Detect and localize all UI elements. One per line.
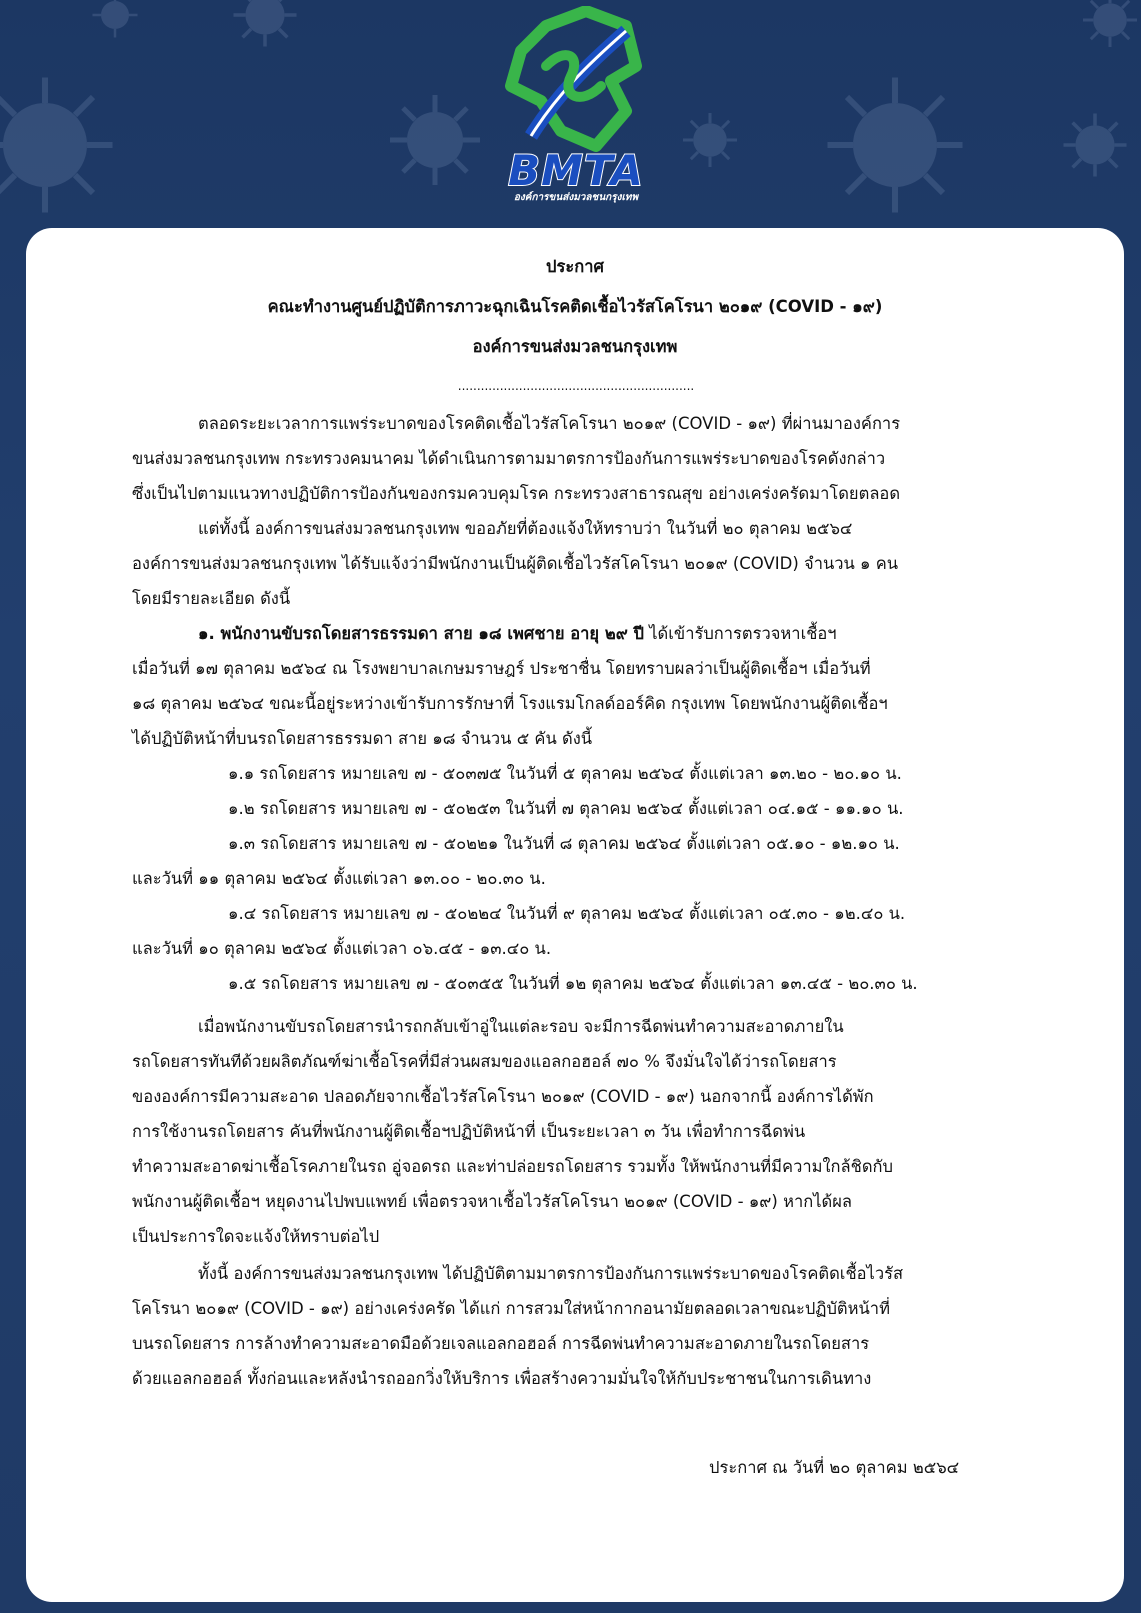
para3-line: ทำความสะอาดฆ่าเชื้อโรคภายในรถ อู่จอดรถ และท่าปล่อยรถโดยสาร รวมทั้ง ให้พนักงานที่มีความใกล้ชิดกับ [132, 1157, 894, 1176]
title-committee: คณะทำงานศูนย์ปฏิบัติการภาวะฉุกเฉินโรคติดเชื้อไวรัสโคโรนา ๒๐๑๙ (COVID - ๑๙) [267, 297, 883, 316]
virus-icon [1060, 110, 1130, 180]
virus-icon [820, 70, 970, 220]
item1-heading [198, 618, 837, 650]
bus-item: ๑.๕ รถโดยสาร หมายเลข ๗ - ๕๐๓๕๕ ในวันที่ ๑๒ ตุลาคม ๒๕๖๔ ตั้งแต่เวลา ๑๓.๔๕ - ๒๐.๓๐ น. [228, 974, 918, 993]
item1-line: ๑๘ ตุลาคม ๒๕๖๔ ขณะนี้อยู่ระหว่างเข้ารับการรักษาที่ โรงแรมโกลด์ออร์คิด กรุงเทพ โดยพนักงานผู้ติดเชื้อฯ [132, 694, 888, 713]
item1-line: เมื่อวันที่ ๑๗ ตุลาคม ๒๕๖๔ ณ โรงพยาบาลเกษมราษฎร์ ประชาชื่น โดยทราบผลว่าเป็นผู้ติดเชื้อฯ เมื่อวันที่ [132, 659, 871, 678]
para4-line: โคโรนา ๒๐๑๙ (COVID - ๑๙) อย่างเคร่งครัด ได้แก่ การสวมใส่หน้ากากอนามัยตลอดเวลาขณะปฏิบัติหน้าที่ [132, 1299, 890, 1318]
item1-line: ได้ปฏิบัติหน้าที่บนรถโดยสารธรรมดา สาย ๑๘ จำนวน ๕ คัน ดังนี้ [132, 729, 593, 748]
item1-bold: ๑. พนักงานขับรถโดยสารธรรมดา สาย ๑๘ เพศชาย อายุ ๒๙ ปี [198, 624, 645, 643]
title-announcement: ประกาศ [546, 257, 604, 276]
para1-line: ตลอดระยะเวลาการแพร่ระบาดของโรคติดเชื้อไวรัสโคโรนา ๒๐๑๙ (COVID - ๑๙) ที่ผ่านมาองค์การ [198, 414, 901, 433]
item1-rest: ได้เข้ารับการตรวจหาเชื้อฯ [644, 624, 837, 643]
para3-line: เป็นประการใดจะแจ้งให้ทราบต่อไป [132, 1227, 380, 1246]
virus-icon [0, 70, 120, 220]
signature-date: ประกาศ ณ วันที่ ๒๐ ตุลาคม ๒๕๖๔ [709, 1458, 960, 1477]
virus-icon [680, 110, 740, 170]
para1-line: ซึ่งเป็นไปตามแนวทางปฏิบัติการป้องกันของกรมควบคุมโรค กระทรวงสาธารณสุข อย่างเคร่งครัดมาโดยตลอด [132, 484, 901, 503]
bus-item: ๑.๒ รถโดยสาร หมายเลข ๗ - ๕๐๒๕๓ ในวันที่ ๗ ตุลาคม ๒๕๖๔ ตั้งแต่เวลา ๐๔.๑๕ - ๑๑.๑๐ น. [228, 799, 904, 818]
logo-subtitle: องค์การขนส่งมวลชนกรุงเทพ [513, 192, 639, 203]
announcement-card [26, 228, 1124, 1602]
title-organization: องค์การขนส่งมวลชนกรุงเทพ [472, 337, 678, 356]
bmta-logo [486, 6, 666, 206]
logo-text: BMTA [508, 146, 644, 195]
virus-icon [385, 90, 485, 190]
header-banner [0, 0, 1141, 228]
para3-line: รถโดยสารทันทีด้วยผลิตภัณฑ์ฆ่าเชื้อโรคที่มีส่วนผสมของแอลกอฮอล์ ๗๐ % จึงมั่นใจได้ว่ารถโดยสาร [132, 1052, 837, 1071]
bus-item: ๑.๑ รถโดยสาร หมายเลข ๗ - ๕๐๓๗๕ ในวันที่ ๕ ตุลาคม ๒๕๖๔ ตั้งแต่เวลา ๑๓.๒๐ - ๒๐.๑๐ น. [228, 764, 902, 783]
para4-line: ด้วยแอลกอฮอล์ ทั้งก่อนและหลังนำรถออกวิ่งให้บริการ เพื่อสร้างความมั่นใจให้กับประชาชนในการเดินทาง [132, 1369, 872, 1388]
bmta-emblem-icon [486, 6, 666, 156]
para4-line: บนรถโดยสาร การล้างทำความสะอาดมือด้วยเจลแอลกอฮอล์ การฉีดพ่นทำความสะอาดภายในรถโดยสาร [132, 1334, 870, 1353]
para3-line: พนักงานผู้ติดเชื้อฯ หยุดงานไปพบแพทย์ เพื่อตรวจหาเชื้อไวรัสโคโรนา ๒๐๑๙ (COVID - ๑๙) หากได้ผล [132, 1192, 852, 1211]
para2-line: โดยมีรายละเอียด ดังนี้ [132, 589, 291, 608]
para3-line: เมื่อพนักงานขับรถโดยสารนำรถกลับเข้าอู่ในแต่ละรอบ จะมีการฉีดพ่นทำความสะอาดภายใน [198, 1017, 844, 1036]
para2-line: องค์การขนส่งมวลชนกรุงเทพ ได้รับแจ้งว่ามีพนักงานเป็นผู้ติดเชื้อไวรัสโคโรนา ๒๐๑๙ (COVID) จำนวน ๑ คน [132, 554, 899, 573]
bus-item-continued: และวันที่ ๑๐ ตุลาคม ๒๕๖๔ ตั้งแต่เวลา ๐๖.๔๕ - ๑๓.๔๐ น. [132, 939, 552, 958]
virus-icon [1080, 0, 1140, 50]
bus-item-continued: และวันที่ ๑๑ ตุลาคม ๒๕๖๔ ตั้งแต่เวลา ๑๓.๐๐ - ๒๐.๓๐ น. [132, 869, 546, 888]
para3-line: การใช้งานรถโดยสาร คันที่พนักงานผู้ติดเชื้อฯปฏิบัติหน้าที่ เป็นระยะเวลา ๓ วัน เพื่อทำการฉีดพ่น [132, 1122, 806, 1141]
separator: .............................................................. [457, 379, 695, 393]
para1-line: ขนส่งมวลชนกรุงเทพ กระทรวงคมนาคม ได้ดำเนินการตามมาตรการป้องกันการแพร่ระบาดของโรคดังกล่าว [132, 449, 886, 468]
bus-item: ๑.๔ รถโดยสาร หมายเลข ๗ - ๕๐๒๒๔ ในวันที่ ๙ ตุลาคม ๒๕๖๔ ตั้งแต่เวลา ๐๕.๓๐ - ๑๒.๔๐ น. [228, 904, 906, 923]
para4-line: ทั้งนี้ องค์การขนส่งมวลชนกรุงเทพ ได้ปฏิบัติตามมาตรการป้องกันการแพร่ระบาดของโรคติดเชื้อไวรัส [198, 1264, 904, 1283]
para2-line: แต่ทั้งนี้ องค์การขนส่งมวลชนกรุงเทพ ขออภัยที่ต้องแจ้งให้ทราบว่า ในวันที่ ๒๐ ตุลาคม ๒๕๖๔ [198, 519, 853, 538]
virus-icon [230, 0, 300, 50]
bus-item: ๑.๓ รถโดยสาร หมายเลข ๗ - ๕๐๒๒๑ ในวันที่ ๘ ตุลาคม ๒๕๖๔ ตั้งแต่เวลา ๐๕.๑๐ - ๑๒.๑๐ น. [228, 834, 900, 853]
virus-icon [90, 0, 140, 40]
para3-line: ขององค์การมีความสะอาด ปลอดภัยจากเชื้อไวรัสโคโรนา ๒๐๑๙ (COVID - ๑๙) นอกจากนี้ องค์การได้พัก [132, 1087, 874, 1106]
